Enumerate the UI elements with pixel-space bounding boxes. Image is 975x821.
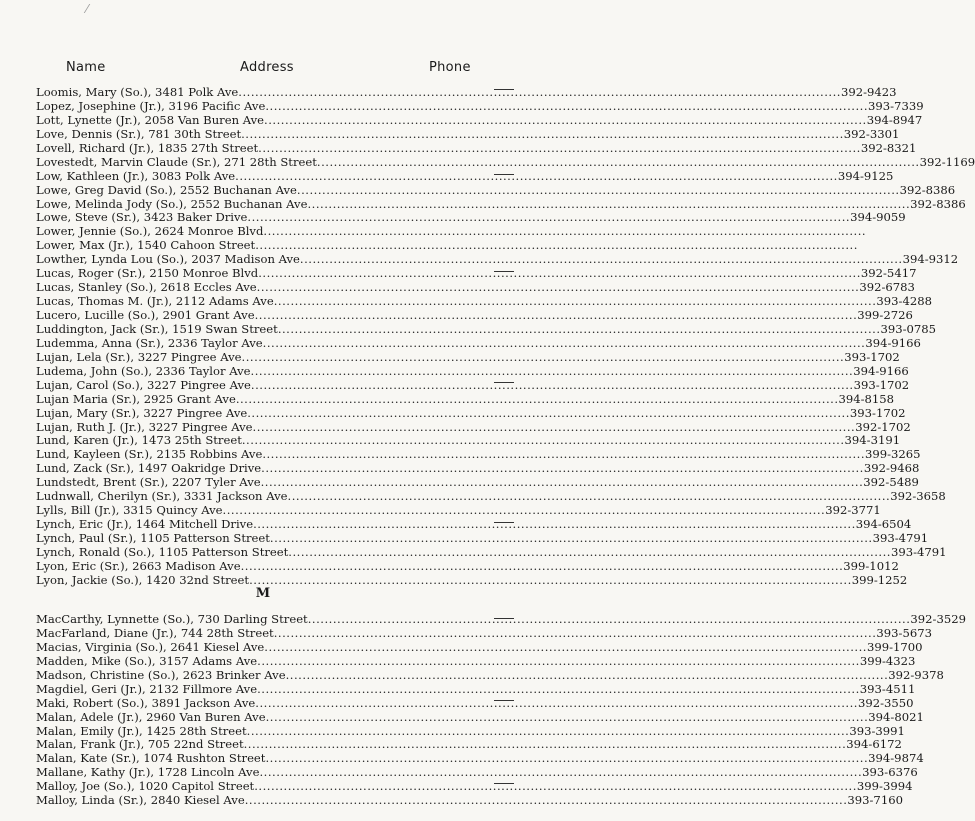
directory-entry [36,475,919,490]
entry-phone: 392-3771 [825,503,881,518]
directory-list-l [36,85,975,588]
entry-name-address: Luddington, Jack (Sr.), 1519 Swan Street [36,321,278,336]
entry-name-address: Madson, Christine (So.), 2623 Brinker Ave [36,667,286,682]
directory-entry [36,98,924,114]
leader-dots [264,114,867,128]
leader-dots [258,267,861,281]
entry-phone: 394-9312 [902,252,959,267]
leader-dots [288,490,891,504]
entry-phone: 393-4511 [859,681,916,696]
leader-dots [241,560,844,574]
directory-entry [36,639,923,655]
entry-name-address: Low, Kathleen (Jr.), 3083 Polk Ave [36,168,236,183]
leader-dots [236,393,839,407]
entry-name-address: Lucero, Lucille (So.), 2901 Grant Ave [36,308,255,322]
entry-phone: 392-8386 [899,182,956,197]
leader-dots [288,546,891,560]
header-phone: Phone [429,60,471,75]
leader-dots [253,421,856,435]
entry-phone: 392-3301 [843,126,900,141]
leader-dots [244,738,847,752]
entry-name-address: Lowe, Steve (Sr.), 3423 Baker Drive [36,210,248,225]
entry-name-address: Maki, Robert (So.), 3891 Jackson Ave [36,695,256,710]
directory-entry [36,765,918,780]
entry-phone: 399-4323 [859,653,916,668]
directory-entry [36,140,917,156]
entry-name-address: Lujan Maria (Sr.), 2925 Grant Ave [36,391,236,406]
leader-dots [265,100,868,114]
leader-dots [247,211,850,225]
margin-mark [494,783,514,784]
entry-phone: 394-8021 [868,709,924,724]
directory-entry [36,793,903,808]
directory-entry [36,751,924,766]
directory-entry [36,503,881,518]
entry-phone: 392-9423 [840,85,897,99]
leader-dots [257,281,860,295]
directory-entry [36,461,920,476]
entry-name-address: Lund, Kayleen (Sr.), 2135 Robbins Ave [36,447,263,462]
entry-name-address: Lyon, Jackie (So.), 1420 32nd Street [36,572,250,587]
directory-entry [36,85,897,100]
directory-entry [36,112,923,128]
entry-phone: 399-3994 [856,779,913,794]
directory-entry [36,737,902,752]
directory-entry [36,653,916,669]
leader-dots [259,766,862,780]
entry-phone: 392-1702 [855,419,911,434]
directory-entry [36,723,905,739]
entry-phone: 394-6172 [846,737,902,752]
leader-dots [278,323,881,337]
entry-phone: 393-4791 [890,544,947,559]
leader-dots [297,184,900,198]
directory-entry [36,210,906,225]
entry-name-address: Lovestedt, Marvin Claude (Sr.), 271 28th Street [36,154,317,169]
leader-dots [247,725,850,739]
entry-phone: 399-1700 [866,639,923,654]
leader-dots [263,225,866,239]
entry-phone: 399-2726 [857,308,913,322]
directory-entry [36,531,929,546]
directory-entry [36,558,899,574]
margin-mark [494,174,514,175]
entry-phone: 392-5417 [860,266,917,281]
margin-mark [494,522,514,523]
entry-phone: 393-7339 [868,98,924,113]
entry-name-address: Mallane, Kathy (Jr.), 1728 Lincoln Ave [36,765,260,780]
leader-dots [235,170,838,184]
entry-phone: 392-3529 [910,612,966,626]
entry-phone: 394-8947 [866,112,923,127]
leader-dots [274,295,877,309]
leader-dots [317,156,920,170]
entry-phone: 393-0785 [880,321,937,336]
directory-entry [36,154,975,170]
entry-name-address: MacFarland, Diane (Jr.), 744 28th Street [36,625,274,640]
directory-entry [36,225,470,239]
entry-phone: 392-6783 [859,280,915,295]
leader-dots [253,518,856,532]
entry-phone: 394-9874 [868,751,924,766]
entry-phone: 394-9125 [837,168,894,183]
directory-entry [36,252,959,267]
directory-entry [36,695,914,711]
directory-entry [36,349,900,365]
entry-name-address: Lucas, Thomas M. (Jr.), 2112 Adams Ave [36,294,274,309]
entry-phone: 393-1702 [849,405,906,420]
directory-entry [36,182,956,198]
entry-phone: 392-5489 [863,475,919,490]
directory-entry [36,308,913,323]
leader-dots [242,434,845,448]
entry-phone: 392-8321 [860,140,917,155]
leader-dots [223,504,826,518]
entry-name-address: Lund, Karen (Jr.), 1473 25th Street [36,433,242,448]
pencil-mark: ⁄ [86,2,89,16]
entry-phone: 392-8386 [910,196,966,211]
entry-name-address: Malan, Kate (Sr.), 1074 Rushton Street [36,751,266,766]
entry-phone: 392-1169 [919,154,975,169]
entry-phone: 393-5673 [876,625,932,640]
leader-dots [257,683,860,697]
directory-entry [36,544,947,560]
entry-name-address: Lopez, Josephine (Jr.), 3196 Pacific Ave [36,98,266,113]
entry-phone: 392-9468 [863,461,920,476]
margin-mark [494,382,514,383]
entry-name-address: Ludemma, Anna (Sr.), 2336 Taylor Ave [36,335,263,350]
entry-name-address: Lucas, Stanley (So.), 2618 Eccles Ave [36,280,257,295]
directory-entry [36,280,915,295]
leader-dots [264,641,867,655]
margin-mark [494,618,514,619]
entry-name-address: Lujan, Ruth J. (Jr.), 3227 Pingree Ave [36,419,253,434]
directory-entry [36,377,910,393]
entry-name-address: Lujan, Lela (Sr.), 3227 Pingree Ave [36,349,242,364]
leader-dots [255,697,858,711]
entry-name-address: Lynch, Ronald (So.), 1105 Patterson Street [36,544,289,559]
directory-entry [36,681,916,697]
leader-dots [247,407,850,421]
leader-dots [265,752,868,766]
directory-entry [36,667,944,683]
entry-name-address: Malan, Emily (Jr.), 1425 28th Street [36,723,247,738]
leader-dots [245,794,848,808]
entry-name-address: Magdiel, Geri (Jr.), 2132 Fillmore Ave [36,681,258,696]
entry-name-address: Lucas, Roger (Sr.), 2150 Monroe Blvd [36,266,259,281]
entry-phone: 393-4791 [872,531,929,545]
header-address: Address [240,60,294,75]
entry-name-address: Lynch, Paul (Sr.), 1105 Patterson Street [36,531,270,545]
entry-name-address: Lower, Max (Jr.), 1540 Cahoon Street [36,238,256,253]
directory-entry [36,239,470,253]
section-heading-m: M [255,586,271,601]
leader-dots [266,711,869,725]
directory-entry [36,447,921,462]
leader-dots [307,198,910,212]
leader-dots [274,627,877,641]
entry-phone: 393-3991 [849,723,905,738]
leader-dots [308,613,911,627]
leader-dots [261,462,864,476]
entry-phone: 394-9059 [850,210,906,225]
leader-dots [255,309,858,323]
entry-name-address: Lott, Lynette (Jr.), 2058 Van Buren Ave [36,112,265,127]
leader-dots [263,337,866,351]
entry-phone: 394-6504 [855,517,912,532]
directory-entry [36,391,895,407]
entry-name-address: Malan, Frank (Jr.), 705 22nd Street [36,737,244,752]
entry-phone: 392-9378 [888,667,944,682]
entry-phone: 393-4288 [876,294,932,309]
leader-dots [251,365,854,379]
margin-mark [494,89,514,90]
leader-dots [242,351,845,365]
directory-entry [36,612,966,627]
entry-name-address: Lujan, Carol (So.), 3227 Pingree Ave [36,377,251,392]
entry-name-address: Love, Dennis (Sr.), 781 30th Street [36,126,242,141]
entry-name-address: Lyon, Eric (Sr.), 2663 Madison Ave [36,558,241,573]
entry-phone: 394-9166 [853,363,909,378]
entry-name-address: MacCarthy, Lynnette (So.), 730 Darling Street [36,612,308,626]
directory-entry [36,168,894,184]
directory-entry [36,625,932,641]
directory-entry [36,196,966,212]
directory-entry [36,294,932,309]
leader-dots [241,128,844,142]
directory-entry [36,489,946,504]
entry-name-address: Ludema, John (So.), 2336 Taylor Ave [36,363,251,378]
directory-entry [36,335,921,351]
entry-phone: 393-1702 [844,349,900,364]
leader-dots [251,379,854,393]
entry-name-address: Malan, Adele (Jr.), 2960 Van Buren Ave [36,709,266,724]
entry-name-address: Lylls, Bill (Jr.), 3315 Quincy Ave [36,503,223,518]
entry-phone: 392-3550 [857,695,914,710]
entry-name-address: Lowe, Greg David (So.), 2552 Buchanan Ave [36,182,297,197]
entry-name-address: Ludnwall, Cherilyn (Sr.), 3331 Jackson Ave [36,489,288,504]
entry-name-address: Lynch, Eric (Jr.), 1464 Mitchell Drive [36,517,254,532]
entry-phone: 399-1012 [843,558,899,573]
entry-name-address: Loomis, Mary (So.), 3481 Polk Ave [36,85,239,99]
directory-entry [36,405,906,421]
entry-phone: 393-6376 [862,765,918,780]
entry-name-address: Madden, Mike (So.), 3157 Adams Ave [36,653,258,668]
entry-phone: 394-3191 [844,433,901,448]
directory-entry [36,709,924,725]
leader-dots [270,532,873,546]
entry-name-address: Lower, Jennie (So.), 2624 Monroe Blvd [36,224,264,239]
leader-dots [300,253,903,267]
entry-name-address: Macias, Virginia (So.), 2641 Kiesel Ave [36,639,265,654]
entry-phone: 393-7160 [847,793,903,808]
entry-phone: 392-3658 [890,489,946,504]
entry-name-address: Lovell, Richard (Jr.), 1835 27th Street [36,140,259,155]
directory-entry [36,433,901,448]
leader-dots [255,239,858,253]
leader-dots [254,780,857,794]
directory-entry [36,363,909,379]
leader-dots [238,86,841,100]
directory-entry [36,321,937,337]
entry-name-address: Malloy, Linda (Sr.), 2840 Kiesel Ave [36,793,245,808]
margin-mark [494,700,514,701]
entry-name-address: Malloy, Joe (So.), 1020 Capitol Street [36,779,255,794]
entry-phone: 394-9166 [865,335,921,350]
directory-entry [36,419,911,435]
header-name: Name [66,60,106,75]
leader-dots [261,476,864,490]
margin-mark [494,271,514,272]
leader-dots [286,669,889,683]
leader-dots [257,655,860,669]
directory-list-m [36,612,966,808]
entry-name-address: Lujan, Mary (Sr.), 3227 Pingree Ave [36,405,248,420]
entry-phone: 399-3265 [865,447,921,462]
entry-phone: 393-1702 [853,377,910,392]
entry-phone: 394-8158 [838,391,895,406]
leader-dots [262,448,865,462]
entry-phone: 399-1252 [851,572,908,587]
directory-entry [36,779,913,794]
leader-dots [258,142,861,156]
directory-entry [36,517,912,532]
entry-name-address: Lowther, Lynda Lou (So.), 2037 Madison Ave [36,252,300,267]
entry-name-address: Lundstedt, Brent (Sr.), 2207 Tyler Ave [36,475,261,490]
entry-name-address: Lowe, Melinda Jody (So.), 2552 Buchanan Ave [36,196,308,211]
directory-entry [36,266,917,281]
entry-name-address: Lund, Zack (Sr.), 1497 Oakridge Drive [36,461,262,476]
directory-entry [36,126,900,142]
